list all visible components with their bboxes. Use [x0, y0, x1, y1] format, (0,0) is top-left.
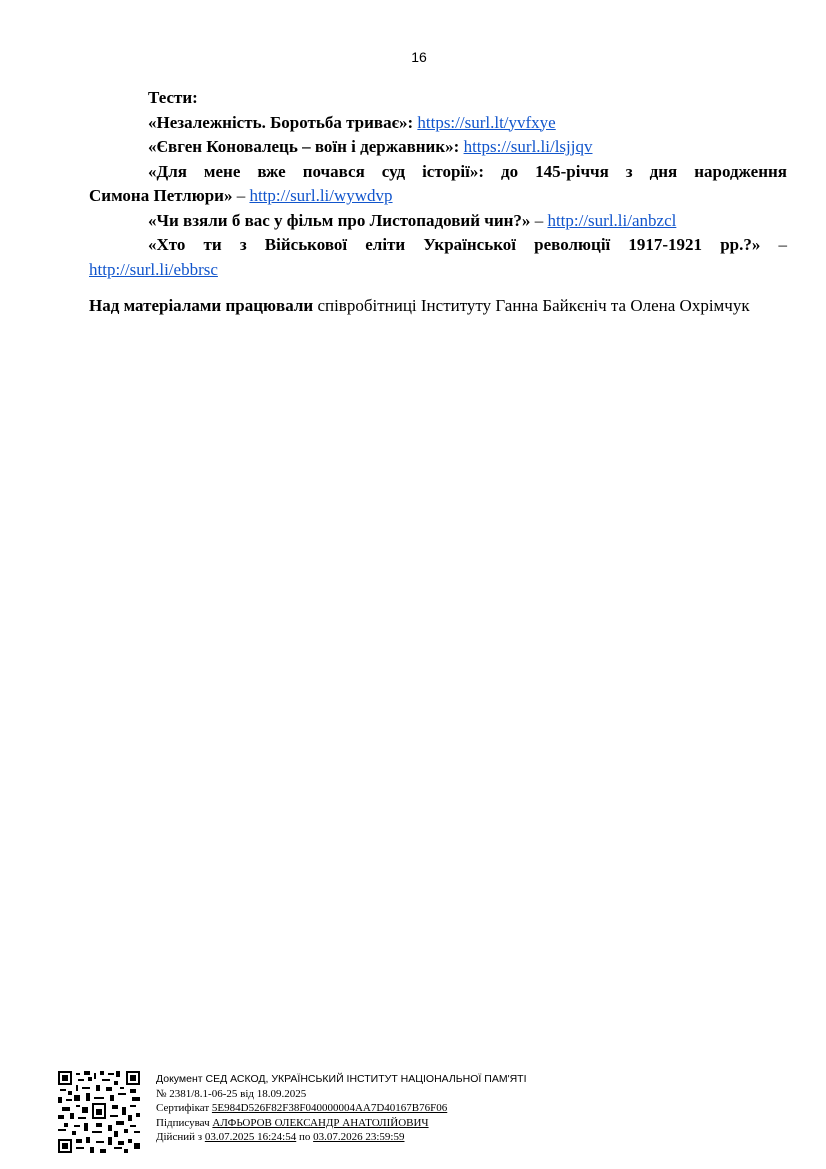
test-title: «Для мене вже почався суд історії»: до 145-річчя з дня народження	[148, 161, 787, 181]
credits-label: Над матеріалами працювали	[89, 296, 314, 315]
credits-text: співробітниці Інституту Ганна Байкєніч та Олена Охрімчук	[313, 296, 750, 315]
sign-doc-line: Документ СЕД АСКОД, УКРАЇНСЬКИЙ ІНСТИТУТ НАЦІОНАЛЬНОЇ ПАМ'ЯТІ	[156, 1073, 527, 1085]
sign-signer-line: Підписувач АЛФЬОРОВ ОЛЕКСАНДР АНАТОЛІЙОВИЧ	[156, 1116, 429, 1129]
document-body	[89, 86, 787, 319]
signature-details	[156, 1072, 526, 1145]
test-title: «Незалежність. Боротьба триває»:	[148, 112, 414, 132]
test-title: «Хто ти з Військової еліти Української революції 1917-1921 рр.?»	[148, 235, 761, 254]
qr-code-icon	[58, 1071, 140, 1153]
sign-cert-line: Сертифікат 5E984D526F82F38F040000004AA7D40167B76F06	[156, 1102, 448, 1115]
signature-footer	[58, 1071, 778, 1161]
test-link[interactable]: https://surl.lt/yvfxye	[417, 112, 556, 132]
test-item-2	[89, 135, 787, 160]
test-link[interactable]: http://surl.li/wywdvp	[249, 186, 393, 205]
test-link[interactable]: http://surl.li/ebbrsc	[89, 259, 218, 279]
test-item-5-line2	[89, 258, 787, 283]
page-number: 16	[411, 49, 427, 65]
test-title: Симона Петлюри»	[89, 186, 233, 205]
test-link[interactable]: https://surl.li/lsjjqv	[463, 137, 593, 156]
test-item-3-line2: Симона Петлюри» – http://surl.li/wywdvp	[89, 186, 393, 205]
test-link[interactable]: http://surl.li/anbzcl	[547, 210, 677, 230]
sign-reg-line: № 2381/8.1-06-25 від 18.09.2025	[156, 1087, 307, 1100]
test-item-4: «Чи взяли б вас у фільм про Листопадовий чин?» – http://surl.li/anbzcl	[148, 210, 677, 230]
sign-valid-line: Дійсний з 03.07.2025 16:24:54 по 03.07.2026 23:59:59	[156, 1131, 405, 1144]
test-title: «Євген Коновалець – воїн і державник»:	[148, 137, 460, 156]
test-item-3-line1	[89, 160, 787, 185]
test-item-5-line1: «Хто ти з Військової еліти Української революції 1917-1921 рр.?» –	[148, 235, 787, 254]
test-title: «Чи взяли б вас у фільм про Листопадовий чин?»	[148, 210, 531, 230]
test-item-1	[89, 111, 787, 136]
tests-heading: Тести:	[148, 88, 198, 107]
credits-paragraph	[89, 294, 787, 319]
